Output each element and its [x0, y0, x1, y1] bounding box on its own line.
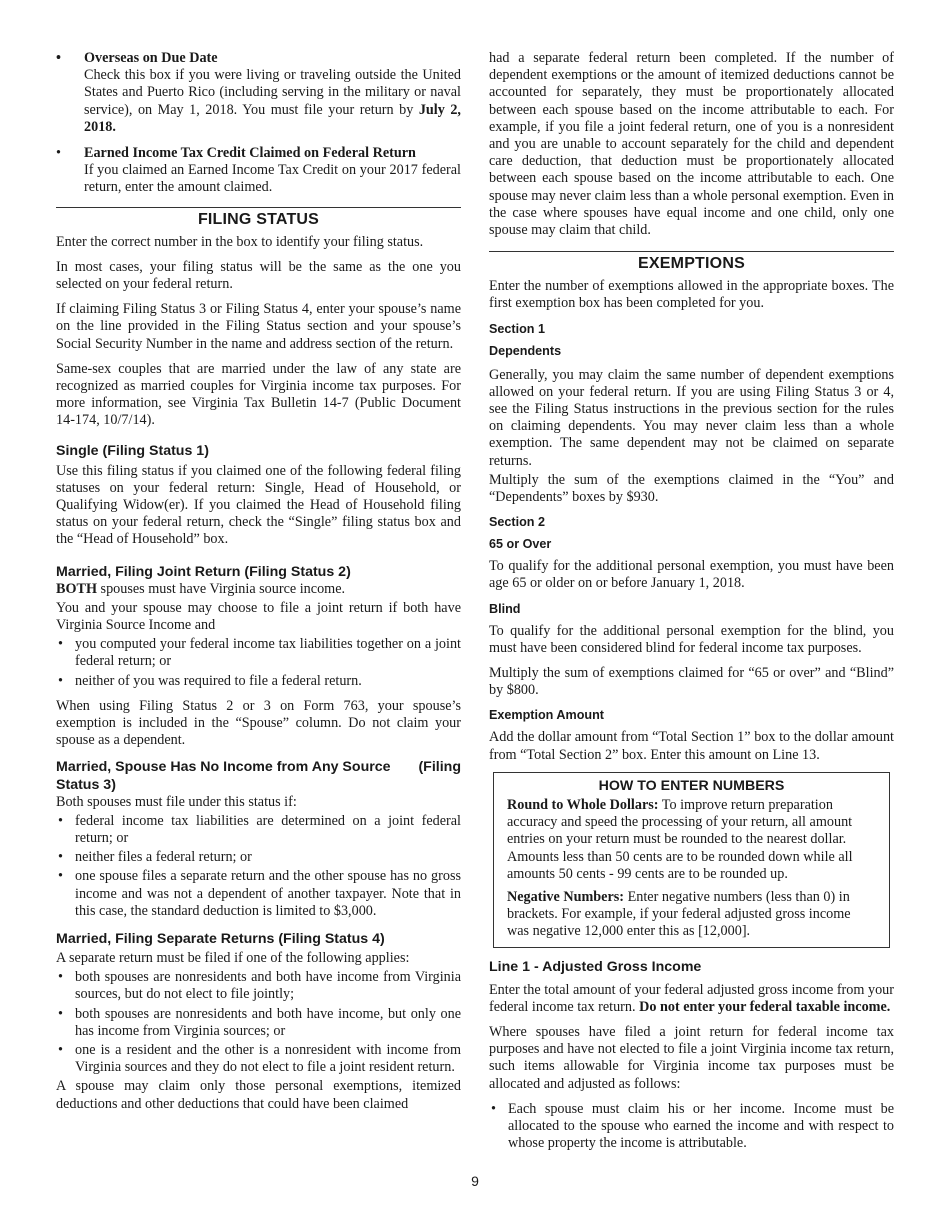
- section1-heading: Section 1: [489, 321, 545, 336]
- eitc-item: [56, 145, 461, 197]
- how-to-enter-numbers-box: [493, 772, 890, 948]
- overseas-title: Overseas on Due Date: [84, 50, 218, 66]
- line1-bullets: [489, 1101, 894, 1153]
- no-income-heading: Married, Spouse Has No Income from Any Source (Filing: [56, 758, 461, 775]
- separate-p1: A separate return must be filed if one of the following applies:: [56, 949, 410, 966]
- eitc-title: Earned Income Tax Credit Claimed on Federal Return: [84, 145, 416, 162]
- blind-heading: Blind: [489, 601, 521, 616]
- list-item: • federal income tax liabilities are determined on a joint federal return; or: [56, 813, 461, 847]
- over65-heading: 65 or Over: [489, 537, 552, 552]
- continued-paragraph: had a separate federal return been completed. If the number of dependent exemptions or the amount of itemized deductions cannot be accounted for separately, they must be proportionately allocated between each spouse based on the income attributable to each. For example, if you file a joint federal return, one of you is a nonresident and you are unable to account separately for the child and dependent care deduction, that deduction must be proportionately allocated between each spouse based on the income attributable to each. One spouse may never claim less than a whole personal exemption. Even in the case where spouses have equal income and one child, only one spouse may claim that child.: [489, 50, 894, 239]
- separate-bullets: [56, 969, 461, 1076]
- list-item: • neither files a federal return; or: [56, 849, 461, 866]
- round-paragraph: Round to Whole Dollars: To improve return preparation accuracy and speed the processing of your return, all amount entries on your return must be rounded to the nearest dollar. Amounts less than 50 cents are to be rounded down while all amounts 50 cents - 99 cents are to be rounded up.: [507, 796, 853, 882]
- line1-p2: Where spouses have filed a joint return for federal income tax purposes and have not elected to file a joint Virginia income tax return, such items allowable for Virginia income tax purposes must be allocated and adjusted as follows:: [489, 1023, 894, 1092]
- left-column: [56, 50, 461, 1121]
- overseas-item: [56, 50, 461, 136]
- eitc-text: If you claimed an Earned Income Tax Credit on your 2017 federal return, enter the amount claimed.: [84, 162, 461, 196]
- list-item: • you computed your federal income tax liabilities together on a joint federal return; or: [56, 636, 461, 670]
- blind-p1: To qualify for the additional personal exemption for the blind, you must have been considered blind for federal income tax purposes.: [489, 622, 894, 656]
- list-item: • Each spouse must claim his or her income. Income must be allocated to the spouse who earned the income and with respect to whose property the income is attributable.: [489, 1101, 894, 1153]
- over65-p: To qualify for the additional personal exemption, you must have been age 65 or older on or before January 1, 2018.: [489, 558, 894, 592]
- dependents-p1: Generally, you may claim the same number of dependent exemptions allowed on your federal return. If you are using Filing Status 3 or 4, see the Filing Status instructions in the previous section for the rules on claiming dependents. You may never claim less than a whole exemption. The same dependent may not be claimed on separate returns.: [489, 366, 894, 469]
- list-item: • both spouses are nonresidents and both have income, but only one has income from Virginia sources; or: [56, 1006, 461, 1040]
- exemptions-heading: EXEMPTIONS: [638, 255, 745, 273]
- line1-heading: Line 1 - Adjusted Gross Income: [489, 958, 702, 975]
- joint-heading: Married, Filing Joint Return (Filing Status 2): [56, 563, 351, 580]
- exemption-amount-p: Add the dollar amount from “Total Section 1” box to the dollar amount from “Total Section 2” box. Enter this amount on Line 13.: [489, 729, 894, 763]
- blind-p2: Multiply the sum of exemptions claimed for “65 or over” and “Blind” by $800.: [489, 665, 894, 699]
- list-item: • neither of you was required to file a federal return.: [56, 673, 461, 690]
- filing-status-p4: Same-sex couples that are married under the law of any state are recognized as married couples for Virginia income tax purposes. For more information, see Virginia Tax Bulletin 14-7 (Public Document 14-174, 10/7/14).: [56, 360, 461, 429]
- section-divider: [489, 251, 894, 252]
- joint-p2: When using Filing Status 2 or 3 on Form 763, your spouse’s exemption is included in the “Spouse” column. Do not claim your spouse as a dependent.: [56, 697, 461, 749]
- dependents-p2: Multiply the sum of the exemptions claimed in the “You” and “Dependents” boxes by $930.: [489, 471, 894, 506]
- list-item: • one spouse files a separate return and the other spouse has no gross income and was not a dependent of another taxpayer. Note that in this case, the standard deduction is limited to $3,000.: [56, 868, 461, 920]
- exemption-amount-heading: Exemption Amount: [489, 708, 604, 723]
- section2-heading: Section 2: [489, 515, 545, 530]
- overseas-date: July 2, 2018.: [84, 101, 461, 135]
- separate-heading: Married, Filing Separate Returns (Filing Status 4): [56, 930, 385, 947]
- joint-bullets: [56, 636, 461, 690]
- bullet: •: [56, 145, 61, 162]
- list-item: • one is a resident and the other is a nonresident with income from Virginia sources and they do not elect to file a joint resident return.: [56, 1042, 461, 1076]
- filing-status-p2: In most cases, your filing status will be the same as the one you selected on your federal return.: [56, 258, 461, 293]
- filing-status-heading: FILING STATUS: [197, 210, 320, 228]
- dependents-heading: Dependents: [489, 343, 562, 358]
- box-heading: HOW TO ENTER NUMBERS: [598, 777, 785, 794]
- filing-status-p1: Enter the correct number in the box to identify your filing status.: [56, 233, 424, 250]
- line1-p1: Enter the total amount of your federal adjusted gross income from your federal income tax return. Do not enter your federal taxable income.: [489, 981, 894, 1015]
- no-income-heading-cont: Status 3): [56, 776, 116, 793]
- single-p1: Use this filing status if you claimed one of the following federal filing statuses on your federal return: Single, Head of Household, or Qualifying Widow(er). If you claimed the Head of Household filing status on your federal return, check the “Single” filing status box and the “Head of Household” box.: [56, 462, 461, 548]
- overseas-text: Check this box if you were living or traveling outside the United States and Puerto Rico (including serving in the military or naval service), on May 1, 2018. You must file your return by July 2, 2018.: [84, 67, 461, 135]
- filing-status-p3: If claiming Filing Status 3 or Filing Status 4, enter your spouse’s name on the line provided in the Filing Status section and your spouse’s Social Security Number in the name and address section of the return.: [56, 301, 461, 352]
- no-income-bullets: [56, 813, 461, 920]
- joint-p1: You and your spouse may choose to file a joint return if both have Virginia Source Income and: [56, 599, 461, 634]
- right-column: [489, 50, 894, 1160]
- exemptions-p1: Enter the number of exemptions allowed in the appropriate boxes. The first exemption box has been completed for you.: [489, 278, 894, 312]
- bullet: •: [56, 50, 61, 66]
- separate-p2: A spouse may claim only those personal exemptions, itemized deductions and other deductions that could have been claimed: [56, 1078, 461, 1112]
- no-income-p1: Both spouses must file under this status if:: [56, 793, 297, 810]
- section-divider: [56, 207, 461, 208]
- joint-both: BOTH spouses must have Virginia source income.: [56, 580, 346, 597]
- list-item: • both spouses are nonresidents and both have income from Virginia sources, but do not elect to file jointly;: [56, 969, 461, 1003]
- page-number: 9: [471, 1173, 479, 1189]
- negative-paragraph: Negative Numbers: Enter negative numbers (less than 0) in brackets. For example, if your federal adjusted gross income was negative 12,000 enter this as [12,000].: [507, 888, 851, 940]
- single-heading: Single (Filing Status 1): [56, 442, 209, 459]
